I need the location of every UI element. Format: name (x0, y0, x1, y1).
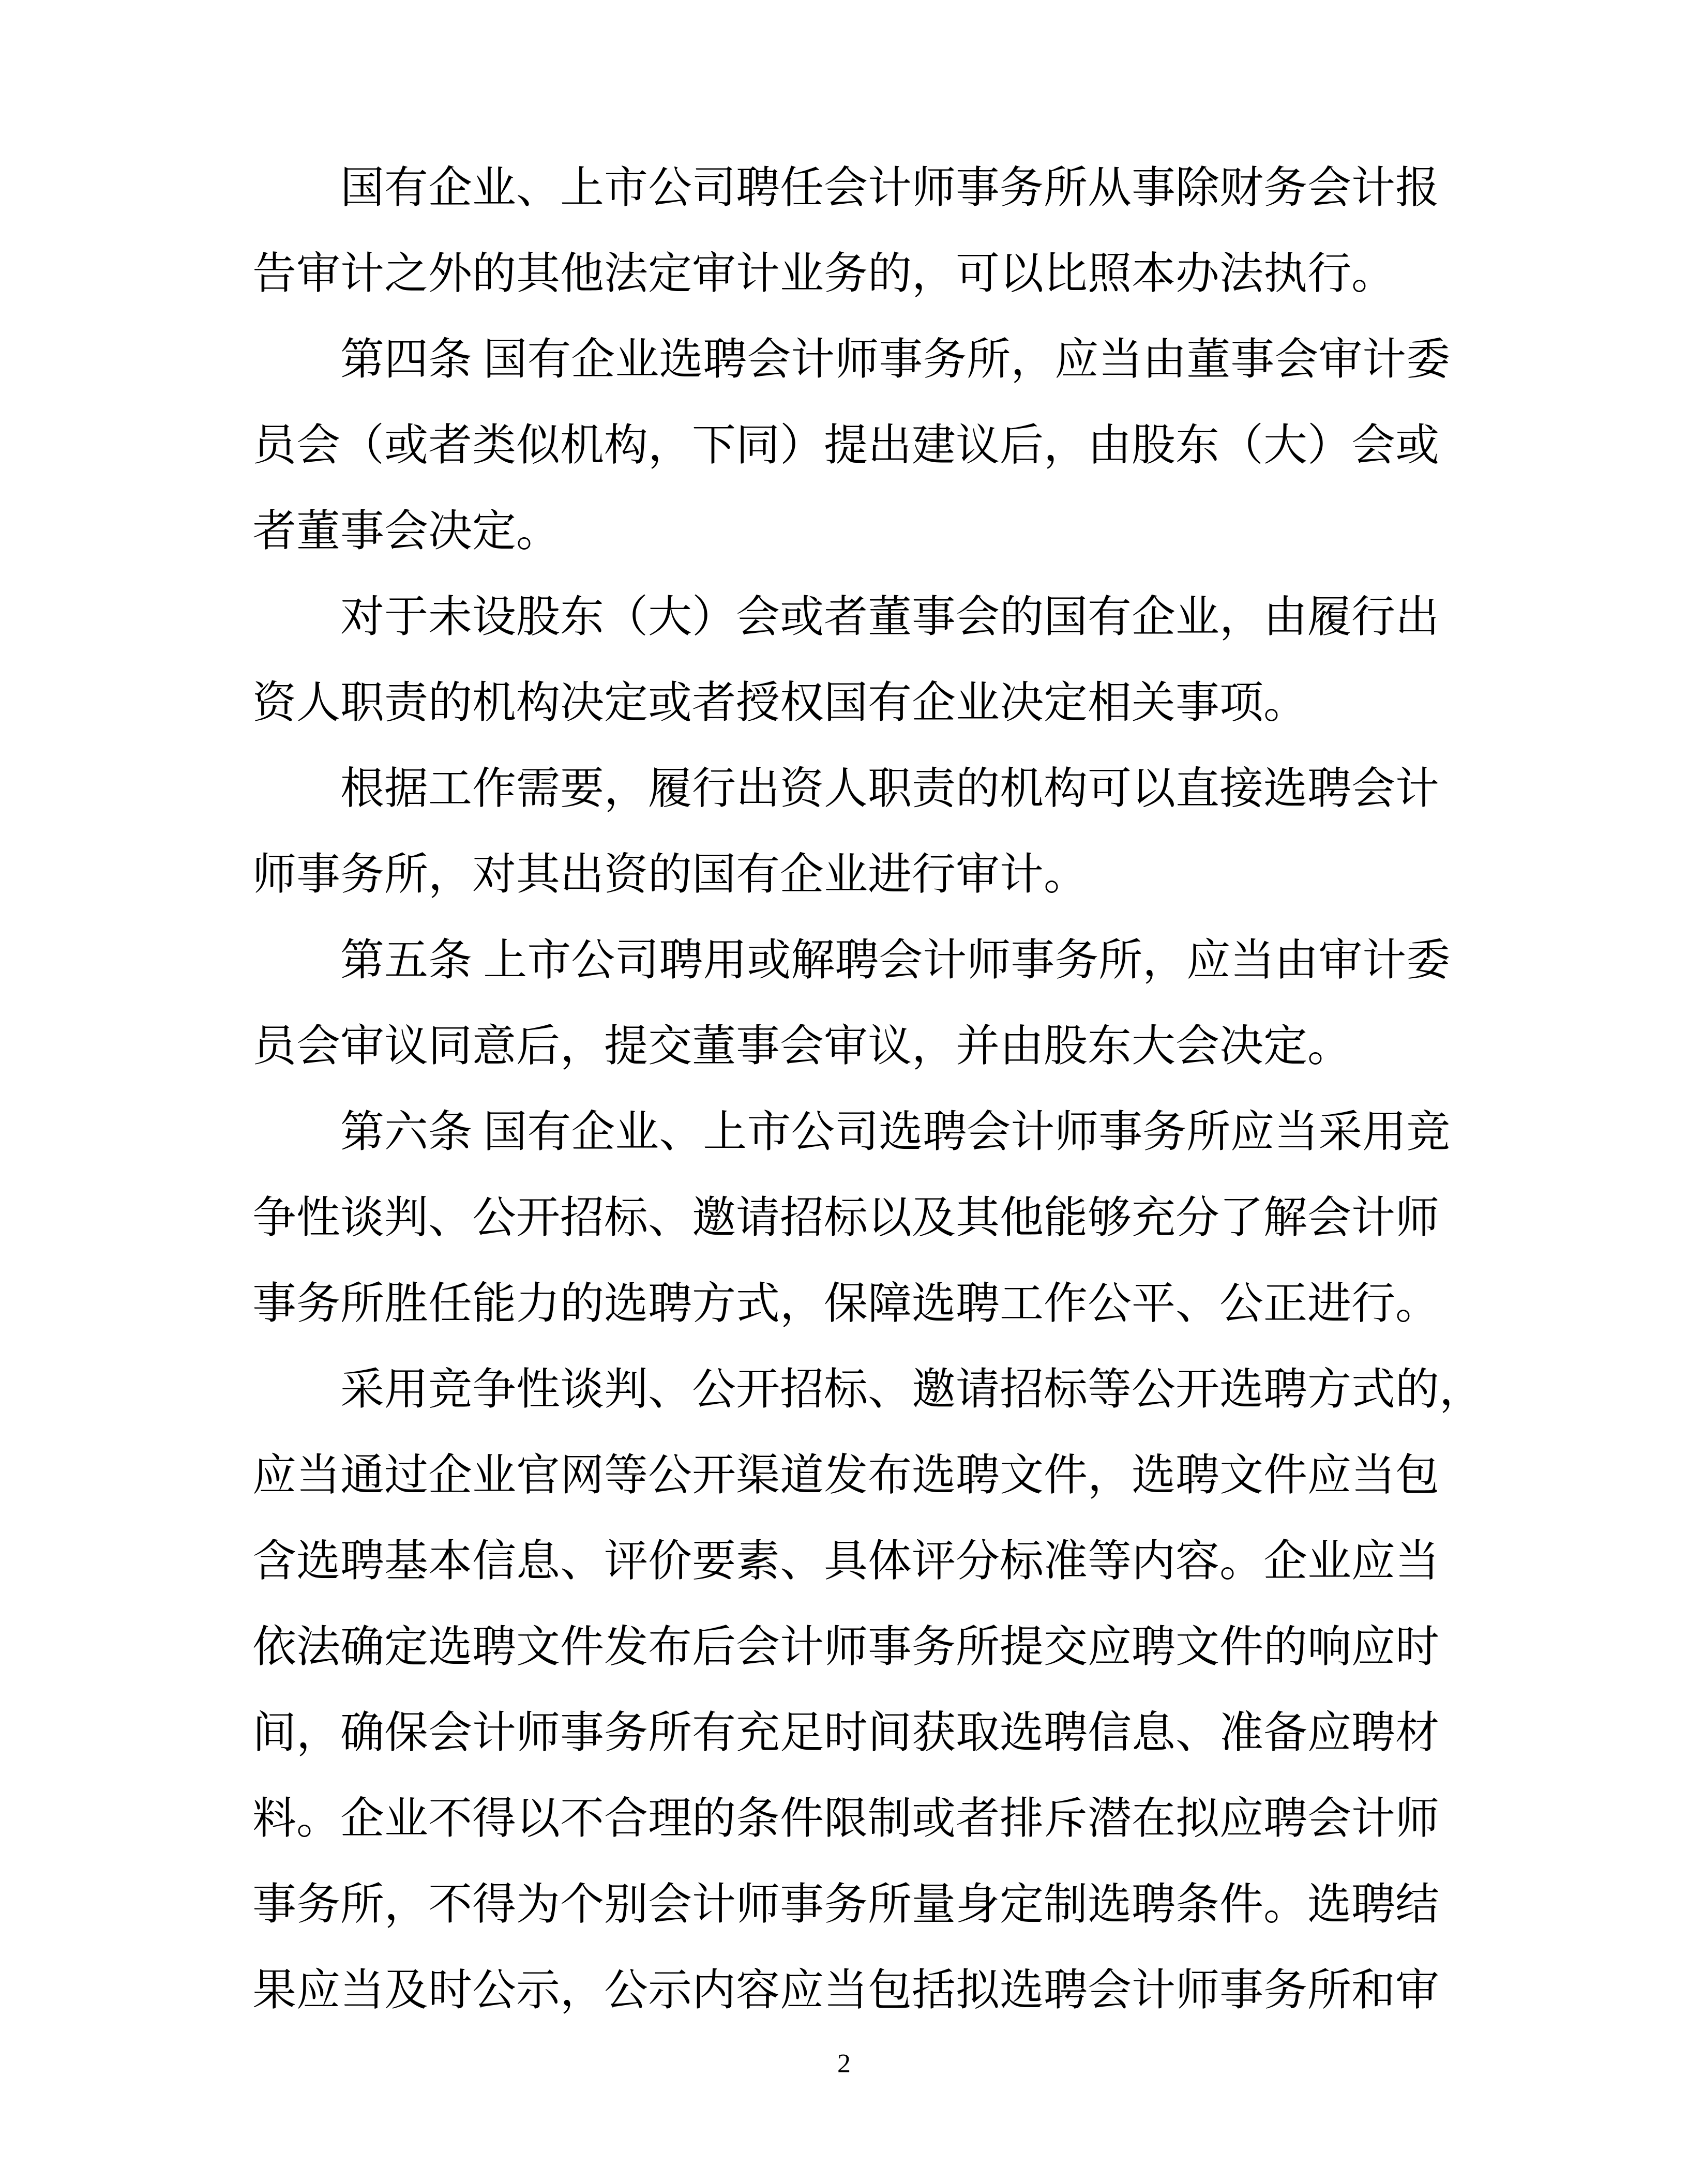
text-line: 员会审议同意后，提交董事会审议，并由股东大会决定。 (252, 1022, 1352, 1071)
text-line: 料。企业不得以不合理的条件限制或者排斥潜在拟应聘会计师 (252, 1795, 1440, 1843)
text-line: 告审计之外的其他法定审计业务的，可以比照本办法执行。 (252, 250, 1396, 298)
text-line: 争性谈判、公开招标、邀请招标以及其他能够充分了解会计师 (252, 1194, 1440, 1242)
text-line: 员会（或者类似机构，下同）提出建议后，由股东（大）会或 (252, 421, 1440, 470)
text-line: 应当通过企业官网等公开渠道发布选聘文件，选聘文件应当包 (252, 1451, 1440, 1500)
text-line: 第四条 国有企业选聘会计师事务所，应当由董事会审计委 (340, 336, 1451, 384)
text-line: 依法确定选聘文件发布后会计师事务所提交应聘文件的响应时 (252, 1623, 1440, 1672)
text-line: 资人职责的机构决定或者授权国有企业决定相关事项。 (252, 679, 1308, 727)
text-line: 采用竞争性谈判、公开招标、邀请招标等公开选聘方式的， (340, 1366, 1484, 1414)
text-line: 第六条 国有企业、上市公司选聘会计师事务所应当采用竞 (340, 1108, 1451, 1157)
text-line: 根据工作需要，履行出资人职责的机构可以直接选聘会计 (340, 765, 1440, 813)
text-line: 第五条 上市公司聘用或解聘会计师事务所，应当由审计委 (340, 936, 1451, 985)
text-line: 者董事会决定。 (252, 507, 561, 556)
text-line: 事务所，不得为个别会计师事务所量身定制选聘条件。选聘结 (252, 1880, 1440, 1929)
text-line: 国有企业、上市公司聘任会计师事务所从事除财务会计报 (340, 164, 1440, 213)
text-line: 对于未设股东（大）会或者董事会的国有企业，由履行出 (340, 593, 1440, 642)
page-number: 2 (837, 2049, 851, 2079)
text-line: 果应当及时公示，公示内容应当包括拟选聘会计师事务所和审 (252, 1966, 1440, 2015)
text-line: 事务所胜任能力的选聘方式，保障选聘工作公平、公正进行。 (252, 1280, 1440, 1328)
text-line: 间，确保会计师事务所有充足时间获取选聘信息、准备应聘材 (252, 1709, 1440, 1757)
text-line: 含选聘基本信息、评价要素、具体评分标准等内容。企业应当 (252, 1537, 1440, 1586)
document-body (252, 145, 1484, 2034)
text-line: 师事务所，对其出资的国有企业进行审计。 (252, 851, 1088, 899)
